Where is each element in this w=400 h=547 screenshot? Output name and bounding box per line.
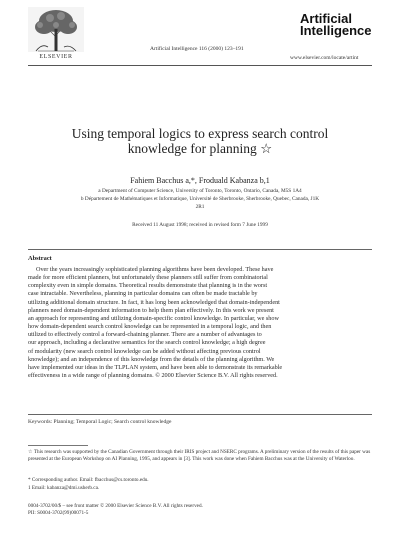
header-divider <box>28 65 372 66</box>
abstract-line: made for more efficient planners, but unfortunately these planners still suffer from combinatorial <box>28 274 268 282</box>
title-line1: Using temporal logics to express search control <box>71 126 329 141</box>
affiliation-a: a Department of Computer Science, University of Toronto, Toronto, Ontario, Canada, M5S 1A4 <box>98 188 302 194</box>
abstract-line: our approach, including a declarative semantics for the search control knowledge; a high degree <box>28 339 266 347</box>
affiliation-b-line2: 2R1 <box>195 204 205 210</box>
authors: Fahiem Bacchus a,*, Froduald Kabanza b,1 <box>130 176 270 185</box>
journal-reference: Artificial Intelligence 116 (2000) 123–191 <box>150 46 244 52</box>
abstract-top-divider <box>28 249 372 250</box>
abstract-line: have implemented our ideas in the TLPLAN system, and have been able to demonstrate its remarkable <box>28 363 283 371</box>
article-title <box>60 126 340 156</box>
abstract-line: how domain-dependent search control knowledge can be represented in a temporal logic, and then <box>28 323 272 331</box>
tree-logo-icon <box>28 7 84 52</box>
journal-title-line1: Artificial <box>300 11 353 26</box>
copyright-issn <box>28 503 203 517</box>
keywords: Keywords: Planning; Temporal Logic; Search control knowledge <box>28 419 172 425</box>
issn-line: 0004-3702/00/$ – see front matter © 2000 Elsevier Science B.V. All rights reserved. <box>28 503 203 509</box>
abstract-heading: Abstract <box>28 255 52 262</box>
journal-title-line2: Intelligence <box>300 23 372 38</box>
abstract-line: an approach for representing and utilizing domain-specific control knowledge. In particular, we show <box>28 314 279 322</box>
abstract-line: planners need domain-dependent information to help them plan effectively. In this work we present <box>28 306 274 314</box>
footnote-email: 1 Email: kabanza@dmi.usherb.ca. <box>28 485 100 491</box>
abstract-line: Over the years increasingly sophisticated planning algorithms have been developed. These have <box>36 266 274 273</box>
footnote-divider <box>28 445 88 446</box>
abstract-line: utilized to effectively control a forward-chaining planner. There are a number of advantages to <box>28 331 262 339</box>
abstract-bottom-divider <box>28 414 372 415</box>
affiliation-b-line1: b Département de Mathématiques et Informatique, Université de Sherbrooke, Sherbrooke, Quebec, Canada, J1K <box>80 196 320 202</box>
elsevier-tree-logo <box>28 7 84 52</box>
journal-url[interactable]: www.elsevier.com/locate/artint <box>290 55 359 61</box>
footnote-corresponding-author: * Corresponding author. Email: fbacchus@cs.toronto.edu. <box>28 477 149 483</box>
journal-title <box>300 13 372 37</box>
footnote-funding: ☆ This research was supported by the Canadian Government through their IRIS project and NSERC programs. A preliminary version of the results of this paper was presented at the European Workshop on AI Planning, 1995, and appears in [3]. This work was done when Fahiem Bacchus was at the University of Waterloo. <box>28 449 371 462</box>
abstract-line: of modularity (new search control knowledge can be added without affecting previous control <box>28 347 261 355</box>
abstract-line: case intractable. Nevertheless, planning in particular domains can often be made tractable by <box>28 290 258 298</box>
abstract-line: knowledge); and an independence of this knowledge from the details of the planning algorithm. We <box>28 355 275 363</box>
abstract-line: utilizing additional domain structure. In fact, it has long been acknowledged that domain-independent <box>28 298 280 306</box>
title-line2: knowledge for planning ☆ <box>127 141 273 156</box>
abstract-line: complexity even in simple domains. Theoretical results demonstrate that planning is in the worst <box>28 282 268 290</box>
publisher-name: ELSEVIER <box>39 54 73 60</box>
pii-line: PII: S0004-3702(99)00071-5 <box>28 510 89 516</box>
abstract-line: effectiveness in a wide range of planning domains. © 2000 Elsevier Science B.V. All rights reserved. <box>28 372 278 380</box>
received-dates: Received 11 August 1998; received in revised form 7 June 1999 <box>132 222 268 228</box>
abstract-body <box>28 266 372 380</box>
